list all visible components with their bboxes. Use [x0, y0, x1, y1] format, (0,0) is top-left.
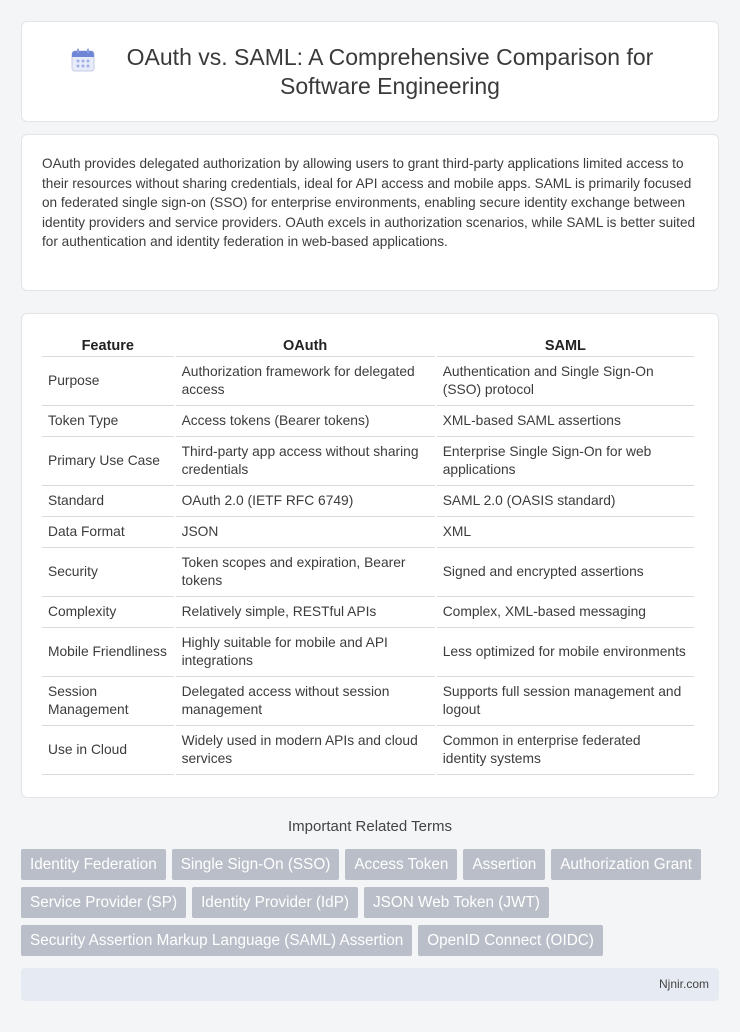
related-terms-heading: Important Related Terms — [288, 818, 452, 835]
term-chip[interactable]: Security Assertion Markup Language (SAML) Assertion — [21, 925, 412, 956]
feature-cell: Use in Cloud — [42, 726, 174, 775]
term-chip[interactable]: OpenID Connect (OIDC) — [418, 925, 603, 956]
oauth-cell: Third-party app access without sharing credentials — [176, 437, 435, 486]
term-chip[interactable]: Single Sign-On (SSO) — [172, 849, 340, 880]
term-chip[interactable]: Assertion — [463, 849, 545, 880]
table-header-row — [42, 334, 694, 357]
oauth-cell: Token scopes and expiration, Bearer tokens — [176, 548, 435, 597]
saml-cell: Enterprise Single Sign-On for web applications — [437, 437, 694, 486]
oauth-cell: Delegated access without session management — [176, 677, 435, 726]
saml-cell: SAML 2.0 (OASIS standard) — [437, 486, 694, 517]
oauth-cell: JSON — [176, 517, 435, 548]
saml-cell: Common in enterprise federated identity systems — [437, 726, 694, 775]
page-title: OAuth vs. SAML: A Comprehensive Comparison for Software Engineering — [126, 43, 654, 99]
header-oauth: OAuth — [176, 334, 435, 357]
saml-cell: XML-based SAML assertions — [437, 406, 694, 437]
header-feature: Feature — [42, 334, 174, 357]
saml-cell: XML — [437, 517, 694, 548]
footer-site-link[interactable]: Njnir.com — [658, 977, 709, 991]
oauth-cell: Widely used in modern APIs and cloud services — [176, 726, 435, 775]
table-row — [42, 486, 694, 517]
comparison-table — [40, 334, 696, 775]
saml-cell: Complex, XML-based messaging — [437, 597, 694, 628]
table-row — [42, 406, 694, 437]
saml-cell: Supports full session management and logout — [437, 677, 694, 726]
feature-cell: Standard — [42, 486, 174, 517]
feature-cell: Complexity — [42, 597, 174, 628]
term-chip[interactable]: Identity Provider (IdP) — [192, 887, 358, 918]
table-row — [42, 628, 694, 677]
comparison-table-card — [21, 313, 719, 798]
intro-card — [21, 134, 719, 291]
term-chip[interactable]: Service Provider (SP) — [21, 887, 186, 918]
oauth-cell: Access tokens (Bearer tokens) — [176, 406, 435, 437]
footer — [21, 968, 719, 1001]
terms-row — [21, 849, 721, 880]
table-row — [42, 726, 694, 775]
table-row — [42, 437, 694, 486]
intro-paragraph: OAuth provides delegated authorization by allowing users to grant third-party applications limited access to their resources without sharing credentials, ideal for API access and mobile apps. SAML is primarily focused on federated single sign-on (SSO) for enterprise environments, enabling secure identity exchange between identity providers and service providers. OAuth excels in authorization scenarios, while SAML is better suited for authentication and identity federation in web-based applications. — [42, 156, 696, 250]
feature-cell: Token Type — [42, 406, 174, 437]
term-chip[interactable]: Access Token — [345, 849, 457, 880]
feature-cell: Security — [42, 548, 174, 597]
table-row — [42, 677, 694, 726]
terms-row — [21, 925, 721, 956]
oauth-cell: OAuth 2.0 (IETF RFC 6749) — [176, 486, 435, 517]
table-row — [42, 548, 694, 597]
oauth-cell: Highly suitable for mobile and API integrations — [176, 628, 435, 677]
table-row — [42, 597, 694, 628]
terms-row — [21, 887, 721, 918]
saml-cell: Signed and encrypted assertions — [437, 548, 694, 597]
feature-cell: Primary Use Case — [42, 437, 174, 486]
term-chip[interactable]: Identity Federation — [21, 849, 166, 880]
term-chip[interactable]: Authorization Grant — [551, 849, 701, 880]
table-row — [42, 357, 694, 406]
feature-cell: Data Format — [42, 517, 174, 548]
feature-cell: Mobile Friendliness — [42, 628, 174, 677]
term-chip[interactable]: JSON Web Token (JWT) — [364, 887, 549, 918]
table-row — [42, 517, 694, 548]
feature-cell: Purpose — [42, 357, 174, 406]
title-card — [21, 21, 719, 122]
header-saml: SAML — [437, 334, 694, 357]
oauth-cell: Relatively simple, RESTful APIs — [176, 597, 435, 628]
oauth-cell: Authorization framework for delegated access — [176, 357, 435, 406]
feature-cell: Session Management — [42, 677, 174, 726]
related-terms — [21, 849, 721, 963]
calendar-icon — [70, 47, 96, 73]
saml-cell: Authentication and Single Sign-On (SSO) protocol — [437, 357, 694, 406]
saml-cell: Less optimized for mobile environments — [437, 628, 694, 677]
